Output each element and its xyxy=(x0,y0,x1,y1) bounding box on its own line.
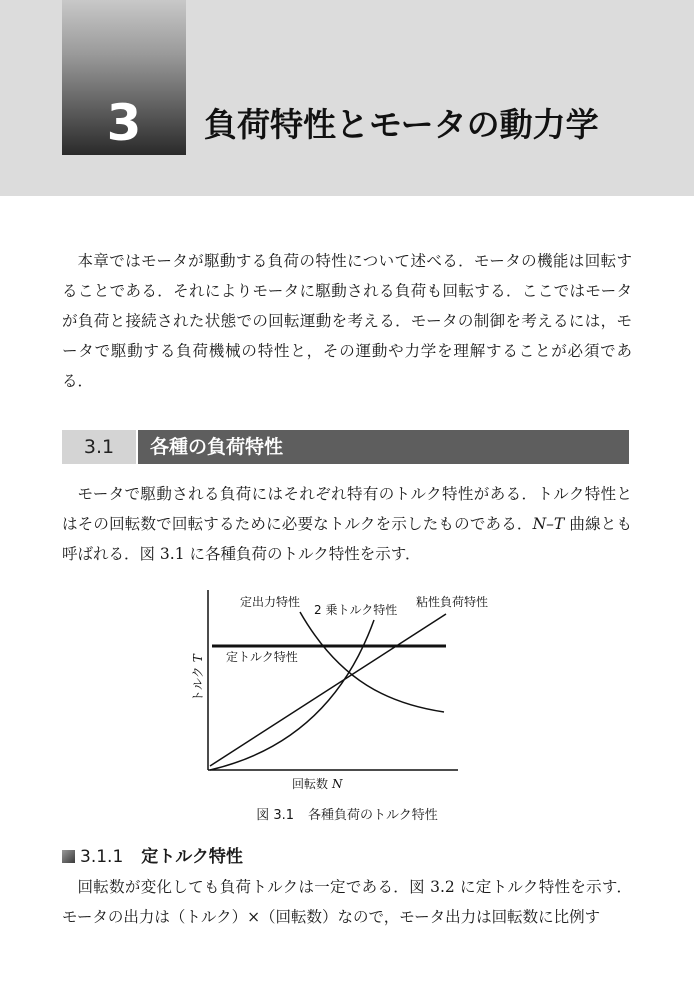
x-axis-label-text: 回転数 xyxy=(292,777,329,791)
y-axis-label xyxy=(191,653,205,702)
y-axis-symbol: T xyxy=(191,654,205,663)
section-paragraph xyxy=(62,479,632,569)
intro-paragraph xyxy=(62,246,632,396)
subsection-paragraph xyxy=(62,872,632,932)
label-viscous-load: 粘性負荷特性 xyxy=(416,595,489,609)
subsection-heading xyxy=(80,843,243,871)
viscous-load-line xyxy=(210,614,446,766)
label-square-torque: 2 乗トルク特性 xyxy=(314,603,398,617)
figure-caption xyxy=(0,806,694,826)
x-axis-symbol: N xyxy=(332,777,343,791)
figure-caption-text: 各種負荷のトルク特性 xyxy=(308,808,438,823)
subsection-title: 定トルク特性 xyxy=(141,847,243,867)
nt-symbol: N–T xyxy=(532,515,565,533)
chapter-number: 3 xyxy=(106,94,142,152)
subsection-number: 3.1.1 xyxy=(80,847,124,867)
y-axis-label-text: トルク xyxy=(191,666,205,702)
section-text-before: モータで駆動される負荷にはそれぞれ特有のトルク特性がある．トルク特性とはその回転数で回転するために必要なトルクを示したものである． xyxy=(62,485,632,533)
intro-text: 本章ではモータが駆動する負荷の特性について述べる．モータの機能は回転することである．それによりモータに駆動される負荷も回転する．ここではモータが負荷と接続された状態での回転運動を考える．モータの制御を考えるには，モータで駆動する負荷機械の特性と，その運動や力学を理解することが必須である． xyxy=(62,252,632,390)
label-constant-torque: 定トルク特性 xyxy=(226,650,298,664)
subsection-text: 回転数が変化しても負荷トルクは一定である．図 3.2 に定トルク特性を示す．モータの出力は（トルク）×（回転数）なので，モータ出力は回転数に比例す xyxy=(62,878,632,926)
figure-svg xyxy=(180,582,510,800)
section-title: 各種の負荷特性 xyxy=(150,436,284,458)
label-constant-power: 定出力特性 xyxy=(240,595,301,609)
torque-characteristics-figure xyxy=(180,582,510,800)
section-text-after: 曲線とも呼ばれる．図 3.1 に各種負荷のトルク特性を示す． xyxy=(62,515,632,563)
section-number: 3.1 xyxy=(62,430,136,464)
square-torque-curve xyxy=(210,620,374,770)
chapter-title: 負荷特性とモータの動力学 xyxy=(204,105,599,144)
figure-label: 図 3.1 xyxy=(256,808,295,823)
x-axis-label xyxy=(292,776,343,791)
subsection-marker-icon xyxy=(62,850,75,863)
